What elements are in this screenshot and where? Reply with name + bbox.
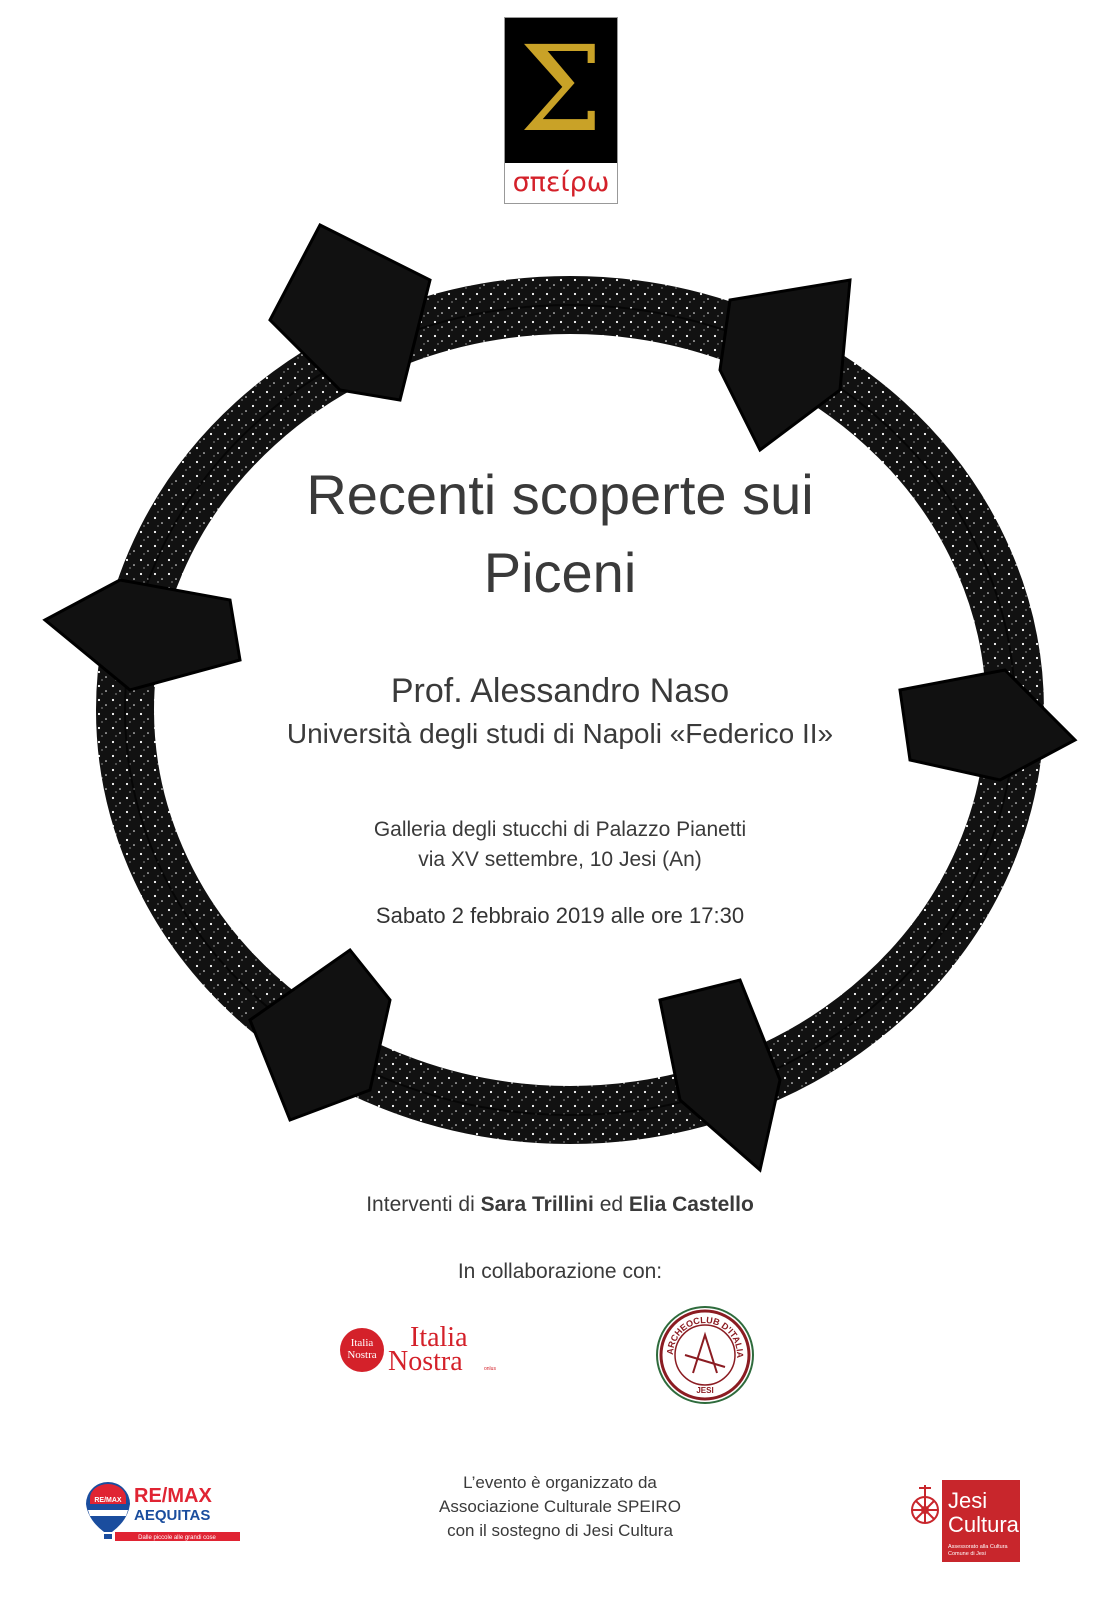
venue <box>0 815 1120 875</box>
italia-nostra-word-2: Nostra <box>388 1346 463 1377</box>
speaker-full-name: Alessandro Naso <box>470 672 730 710</box>
badge-text-1: Italia <box>350 1337 374 1349</box>
event-title <box>0 456 1120 612</box>
logo-wordmark: σπείρω <box>512 167 610 198</box>
italia-nostra-logo <box>340 1320 500 1395</box>
speiro-logo <box>504 17 618 204</box>
jesi-cultura-line-1: Jesi <box>948 1488 988 1513</box>
interventions-prefix: Interventi di <box>366 1193 475 1216</box>
collaboration-heading: In collaborazione con: <box>457 1260 663 1283</box>
archeoclub-arc-text: ARCHEOCLUB D'ITALIA <box>664 1314 746 1359</box>
jesi-cultura-logo <box>910 1480 1030 1565</box>
organizer-line-3: con il sostegno di Jesi Cultura <box>447 1521 673 1540</box>
speaker-affiliation: Università degli studi di Napoli «Federico II» <box>286 718 834 749</box>
badge-text-2: Nostra <box>347 1349 377 1361</box>
venue-line-1: Galleria degli stucchi di Palazzo Pianetti <box>373 818 747 841</box>
italia-nostra-word-1: Italia <box>410 1322 468 1353</box>
remax-balloon-text: RE/MAX <box>94 1497 122 1504</box>
organizer-line-1: L’evento è organizzato da <box>463 1473 657 1492</box>
archeoclub-city: JESI <box>696 1386 714 1395</box>
speaker-prefix: Prof. <box>390 672 463 710</box>
remax-office-name: AEQUITAS <box>134 1507 211 1524</box>
title-line-1: Recenti scoperte sui <box>306 463 814 526</box>
event-datetime: Sabato 2 febbraio 2019 alle ore 17:30 <box>375 903 745 928</box>
interventions-joiner: ed <box>599 1193 624 1216</box>
jesi-cultura-sub-2: Comune di Jesi <box>948 1551 986 1557</box>
speaker-name <box>0 672 1120 711</box>
intervention-speaker-1: Sara Trillini <box>480 1193 594 1216</box>
remax-brand: RE/MAX <box>134 1485 212 1507</box>
archeoclub-logo <box>655 1305 755 1405</box>
organizer-line-2: Associazione Culturale SPEIRO <box>439 1497 681 1516</box>
wheel-icon <box>912 1485 938 1523</box>
sigma-icon: Σ <box>519 20 603 158</box>
jesi-cultura-sub-1: Assessorato alla Cultura <box>948 1544 1008 1550</box>
title-line-2: Piceni <box>483 541 637 604</box>
interventions <box>0 1193 1120 1217</box>
italia-nostra-suffix: onlus <box>484 1366 496 1372</box>
remax-tagline: Dalle piccole alle grandi cose <box>138 1535 216 1541</box>
intervention-speaker-2: Elia Castello <box>628 1193 754 1216</box>
venue-line-2: via XV settembre, 10 Jesi (An) <box>418 848 702 871</box>
jesi-cultura-line-2: Cultura <box>948 1512 1019 1537</box>
